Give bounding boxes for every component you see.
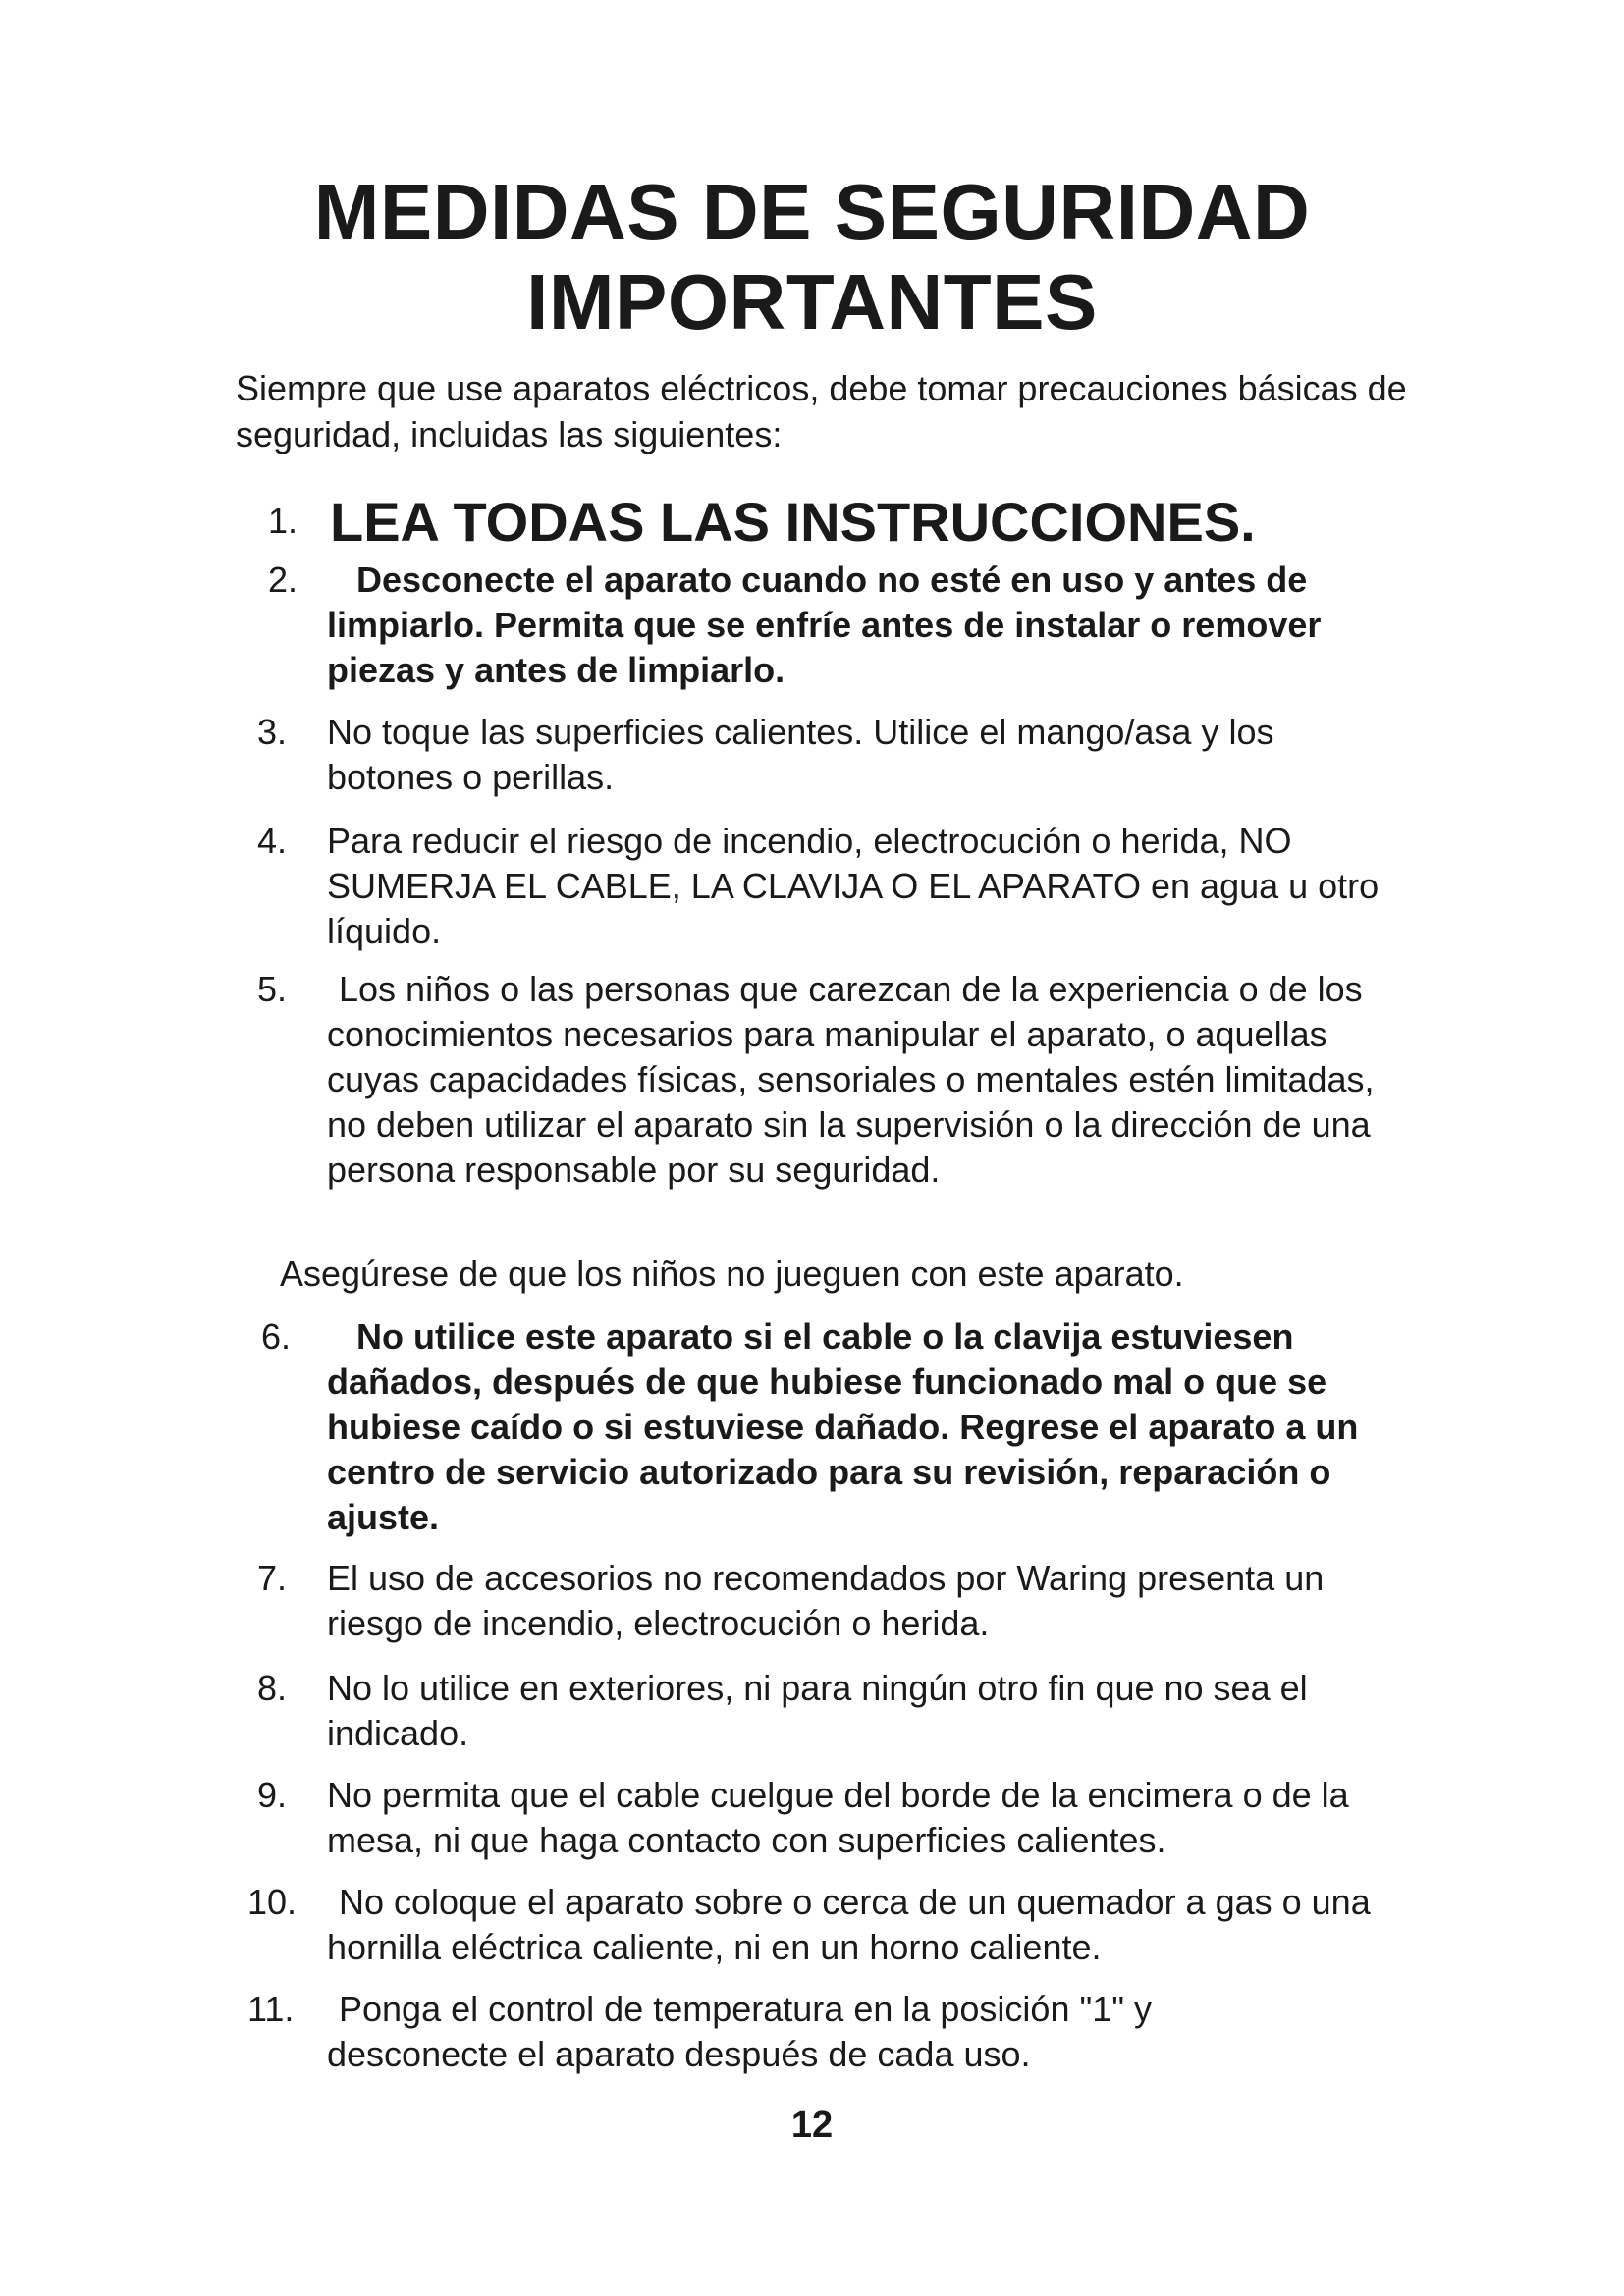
list-item-number: 5.: [257, 969, 288, 1009]
list-item-number: 10.: [247, 1882, 298, 1922]
list-item-number: 4.: [257, 821, 288, 861]
list-item-text: Ponga el control de temperatura en la posición "1" y desconecte el aparato después de cada uso.: [327, 1989, 1153, 2074]
list-item-text: No toque las superficies calientes. Utilice el mango/asa y los botones o perillas.: [327, 712, 1274, 797]
note-paragraph: Asegúrese de que los niños no jueguen con este aparato.: [280, 1254, 1184, 1294]
list-item-text: Los niños o las personas que carezcan de la experiencia o de los conocimientos necesarios para manipular el aparato, o aquellas cuyas capacidades físicas, sensoriales o mentales estén limitadas, no deben utilizar el aparato sin la supervisión o la dirección de una persona responsable por su seguridad.: [327, 969, 1375, 1190]
list-item-number: 1.: [268, 501, 298, 541]
list-item-number: 7.: [257, 1558, 288, 1598]
list-item-number: 8.: [257, 1668, 288, 1708]
list-item-text: No utilice este aparato si el cable o la clavija estuviesen dañados, después de que hubiese funcionado mal o que se hubiese caído o si estuviese dañado. Regrese el aparato a un centro de servicio autorizado para su revisión, reparación o ajuste.: [327, 1316, 1359, 1537]
list-item-text: Para reducir el riesgo de incendio, electrocución o herida, NO SUMERJA EL CABLE, LA CLAVIJA O EL APARATO en agua u otro líquido.: [327, 821, 1380, 951]
page-number: 12: [790, 2105, 834, 2146]
page-title-line-1: MEDIDAS DE SEGURIDAD: [313, 168, 1311, 255]
list-item-number: 3.: [257, 712, 288, 752]
list-item-number: 2.: [268, 560, 298, 600]
list-item-text: Desconecte el aparato cuando no esté en uso y antes de limpiarlo. Permita que se enfríe antes de instalar o remover piezas y antes de limpiarlo.: [327, 560, 1322, 690]
intro-paragraph: Siempre que use aparatos eléctricos, debe tomar precauciones básicas de seguridad, incluidas las siguientes:: [236, 368, 1407, 454]
list-item-number: 6.: [261, 1316, 292, 1357]
list-item-text: No lo utilice en exteriores, ni para ningún otro fin que no sea el indicado.: [327, 1668, 1308, 1753]
list-item-number: 9.: [257, 1775, 288, 1815]
list-item-number: 11.: [247, 1989, 295, 2029]
list-item-text: LEA TODAS LAS INSTRUCCIONES.: [330, 491, 1256, 553]
list-item-text: No coloque el aparato sobre o cerca de un quemador a gas o una hornilla eléctrica caliente, ni en un horno caliente.: [327, 1882, 1371, 1967]
list-item-text: El uso de accesorios no recomendados por Waring presenta un riesgo de incendio, electrocución o herida.: [327, 1558, 1325, 1643]
page-title-line-2: IMPORTANTES: [526, 258, 1098, 346]
list-item-text: No permita que el cable cuelgue del borde de la encimera o de la mesa, ni que haga contacto con superficies calientes.: [327, 1775, 1349, 1860]
